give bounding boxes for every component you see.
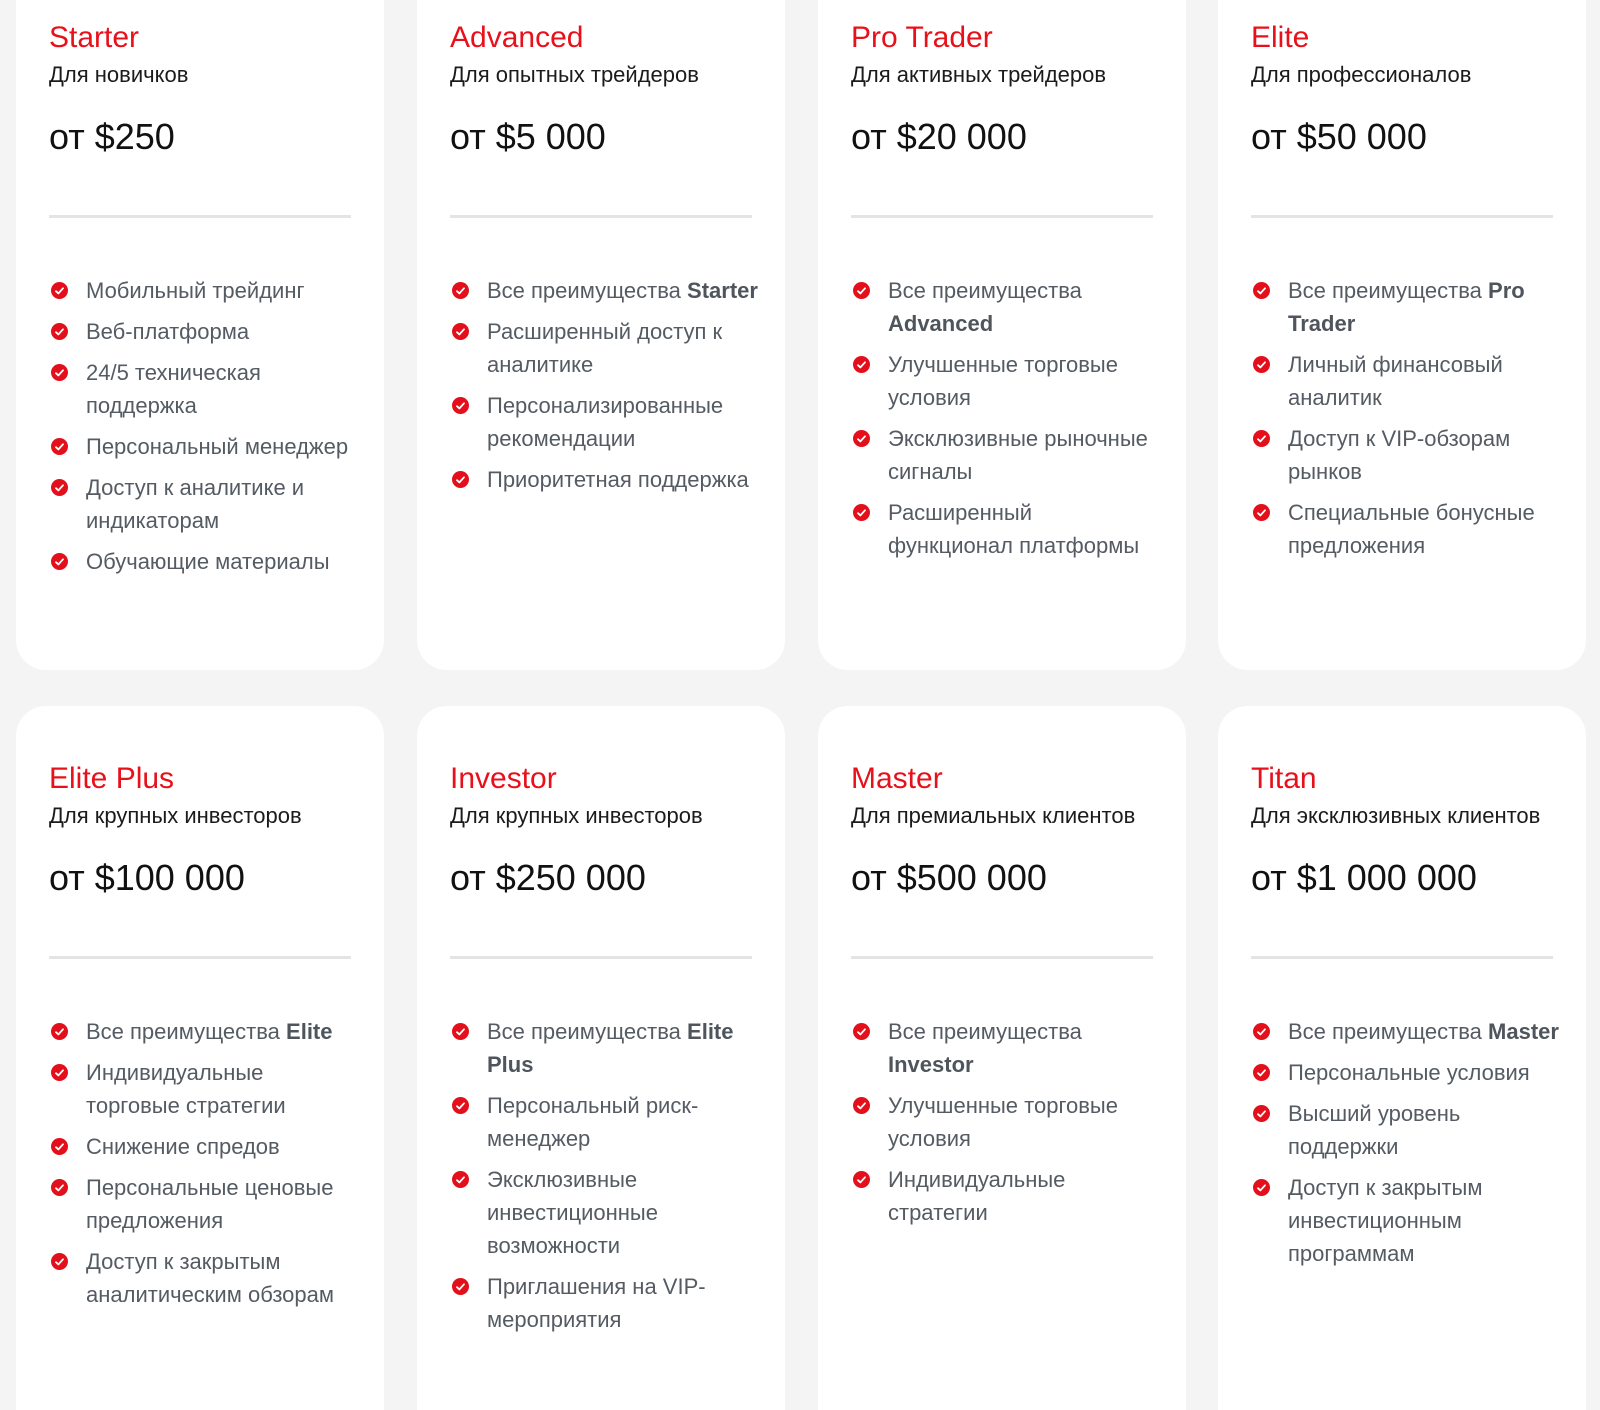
check-icon [51, 323, 68, 340]
divider [49, 956, 351, 959]
divider [1251, 215, 1553, 218]
plan-subtitle: Для премиальных клиентов [851, 803, 1136, 828]
feature-item [49, 1171, 359, 1237]
feature-item [851, 274, 1161, 340]
feature-item [851, 1015, 1161, 1081]
check-icon [1253, 1179, 1270, 1196]
plan-card-master [818, 706, 1186, 1410]
plan-price: от $250 000 [450, 857, 646, 898]
plan-header [49, 0, 351, 159]
plan-subtitle: Для опытных трейдеров [450, 62, 699, 87]
feature-text: Персональный менеджер [86, 434, 349, 459]
feature-item [450, 463, 760, 496]
check-icon [51, 1064, 68, 1081]
check-icon [853, 504, 870, 521]
feature-text: Приглашения на VIP-мероприятия [487, 1274, 706, 1332]
plan-name: Advanced [450, 21, 584, 54]
feature-item [1251, 1056, 1561, 1089]
feature-item [450, 274, 760, 307]
feature-item [1251, 1171, 1561, 1270]
check-icon [853, 430, 870, 447]
plan-header [1251, 0, 1553, 159]
feature-text: Все преимущества [1288, 1019, 1489, 1044]
check-icon [452, 323, 469, 340]
plan-card-starter [16, 0, 384, 670]
plan-price: от $100 000 [49, 857, 245, 898]
feature-text: Персональный риск-менеджер [487, 1093, 699, 1151]
feature-item [49, 1015, 359, 1048]
check-icon [853, 1097, 870, 1114]
feature-item [49, 545, 359, 578]
plan-name: Elite Plus [49, 762, 175, 795]
feature-item [1251, 348, 1561, 414]
feature-text: Обучающие материалы [86, 549, 330, 574]
feature-text-bold: Elite Plus [487, 1019, 734, 1077]
feature-text: Улучшенные торговые условия [888, 1093, 1118, 1151]
check-icon [1253, 1023, 1270, 1040]
feature-item [49, 471, 359, 537]
check-icon [51, 438, 68, 455]
feature-text-bold: Elite [286, 1019, 333, 1044]
plan-header [851, 706, 1153, 900]
feature-item [450, 1270, 760, 1336]
plan-header [450, 706, 752, 900]
feature-text: Все преимущества [487, 278, 688, 303]
check-icon [452, 1097, 469, 1114]
feature-item [450, 315, 760, 381]
feature-text: Все преимущества [86, 1019, 287, 1044]
plan-price: от $50 000 [1251, 116, 1427, 157]
check-icon [1253, 356, 1270, 373]
feature-text: Все преимущества [888, 1019, 1082, 1044]
check-icon [1253, 430, 1270, 447]
feature-text: Все преимущества [888, 278, 1082, 303]
feature-item [49, 274, 359, 307]
feature-item [851, 496, 1161, 562]
feature-text: Высший уровень поддержки [1288, 1101, 1461, 1159]
plan-card-advanced [417, 0, 785, 670]
feature-item [1251, 1015, 1561, 1048]
feature-text: Эксклюзивные инвестиционные возможности [487, 1167, 658, 1258]
check-icon [452, 1023, 469, 1040]
divider [450, 956, 752, 959]
feature-item [49, 1056, 359, 1122]
plan-subtitle: Для крупных инвесторов [49, 803, 302, 828]
feature-list [851, 274, 1161, 562]
plan-card-elite-plus [16, 706, 384, 1410]
divider [450, 215, 752, 218]
check-icon [51, 1023, 68, 1040]
plan-name: Starter [49, 21, 140, 54]
check-icon [1253, 1105, 1270, 1122]
feature-item [49, 1130, 359, 1163]
check-icon [452, 471, 469, 488]
feature-text-bold: Starter [687, 278, 758, 303]
plan-subtitle: Для профессионалов [1251, 62, 1472, 87]
plan-header [851, 0, 1153, 159]
feature-item [1251, 1097, 1561, 1163]
feature-item [49, 430, 359, 463]
plan-card-elite [1218, 0, 1586, 670]
feature-list [450, 274, 760, 496]
feature-text: Доступ к закрытым инвестиционным программам [1288, 1175, 1483, 1266]
check-icon [853, 1023, 870, 1040]
check-icon [51, 1253, 68, 1270]
feature-item [851, 422, 1161, 488]
plan-name: Pro Trader [851, 21, 993, 54]
feature-item [450, 389, 760, 455]
divider [851, 215, 1153, 218]
feature-item [450, 1163, 760, 1262]
feature-item [851, 1089, 1161, 1155]
feature-text: Улучшенные торговые условия [888, 352, 1118, 410]
feature-text: Специальные бонусные предложения [1288, 500, 1535, 558]
feature-list [1251, 1015, 1561, 1270]
divider [49, 215, 351, 218]
feature-text-bold: Pro Trader [1288, 278, 1525, 336]
feature-item [1251, 274, 1561, 340]
check-icon [1253, 504, 1270, 521]
check-icon [853, 282, 870, 299]
feature-text: Эксклюзивные рыночные сигналы [888, 426, 1148, 484]
feature-text: Персональные условия [1288, 1060, 1530, 1085]
check-icon [1253, 1064, 1270, 1081]
plan-price: от $20 000 [851, 116, 1027, 157]
feature-text: Личный финансовый аналитик [1288, 352, 1503, 410]
feature-item [1251, 422, 1561, 488]
plan-name: Master [851, 762, 943, 795]
plan-name: Investor [450, 762, 557, 795]
feature-text: Снижение спредов [86, 1134, 280, 1159]
check-icon [853, 356, 870, 373]
feature-text: Индивидуальные торговые стратегии [86, 1060, 286, 1118]
feature-text: Расширенный функционал платформы [888, 500, 1140, 558]
feature-text: Все преимущества [1288, 278, 1489, 303]
feature-text: Доступ к аналитике и индикаторам [86, 475, 305, 533]
plan-name: Titan [1251, 762, 1317, 795]
feature-text: Персонализированные рекомендации [487, 393, 724, 451]
feature-item [851, 348, 1161, 414]
check-icon [853, 1171, 870, 1188]
plan-price: от $1 000 000 [1251, 857, 1477, 898]
plan-subtitle: Для активных трейдеров [851, 62, 1107, 87]
plan-header [1251, 706, 1553, 900]
check-icon [51, 553, 68, 570]
plan-card-pro-trader [818, 0, 1186, 670]
plan-price: от $5 000 [450, 116, 606, 157]
plan-subtitle: Для эксклюзивных клиентов [1251, 803, 1541, 828]
plan-header [450, 0, 752, 159]
check-icon [452, 1171, 469, 1188]
feature-list [450, 1015, 760, 1336]
check-icon [51, 1179, 68, 1196]
check-icon [1253, 282, 1270, 299]
feature-text: Мобильный трейдинг [86, 278, 305, 303]
plan-price: от $500 000 [851, 857, 1047, 898]
feature-text: Индивидуальные стратегии [888, 1167, 1066, 1225]
divider [1251, 956, 1553, 959]
feature-text: Персональные ценовые предложения [86, 1175, 334, 1233]
feature-list [1251, 274, 1561, 562]
plan-card-titan [1218, 706, 1586, 1410]
plan-header [49, 706, 351, 900]
feature-text: Расширенный доступ к аналитике [487, 319, 723, 377]
feature-text: Веб-платформа [86, 319, 250, 344]
plan-name: Elite [1251, 21, 1310, 54]
check-icon [452, 1278, 469, 1295]
feature-item [851, 1163, 1161, 1229]
feature-item [450, 1015, 760, 1081]
plan-subtitle: Для крупных инвесторов [450, 803, 703, 828]
feature-list [49, 1015, 359, 1311]
check-icon [452, 282, 469, 299]
feature-item [450, 1089, 760, 1155]
check-icon [51, 1138, 68, 1155]
feature-text: 24/5 техническая поддержка [86, 360, 261, 418]
feature-text: Доступ к закрытым аналитическим обзорам [86, 1249, 334, 1307]
feature-list [851, 1015, 1161, 1229]
feature-list [49, 274, 359, 578]
feature-text-bold: Investor [888, 1052, 974, 1077]
check-icon [51, 479, 68, 496]
check-icon [51, 364, 68, 381]
feature-text: Приоритетная поддержка [487, 467, 749, 492]
feature-text-bold: Advanced [888, 311, 994, 336]
feature-text: Все преимущества [487, 1019, 688, 1044]
divider [851, 956, 1153, 959]
plan-price: от $250 [49, 116, 175, 157]
feature-text-bold: Master [1488, 1019, 1559, 1044]
feature-item [49, 1245, 359, 1311]
feature-item [49, 356, 359, 422]
feature-item [49, 315, 359, 348]
check-icon [452, 397, 469, 414]
plan-card-investor [417, 706, 785, 1410]
feature-item [1251, 496, 1561, 562]
plan-subtitle: Для новичков [49, 62, 189, 87]
check-icon [51, 282, 68, 299]
feature-text: Доступ к VIP-обзорам рынков [1288, 426, 1511, 484]
